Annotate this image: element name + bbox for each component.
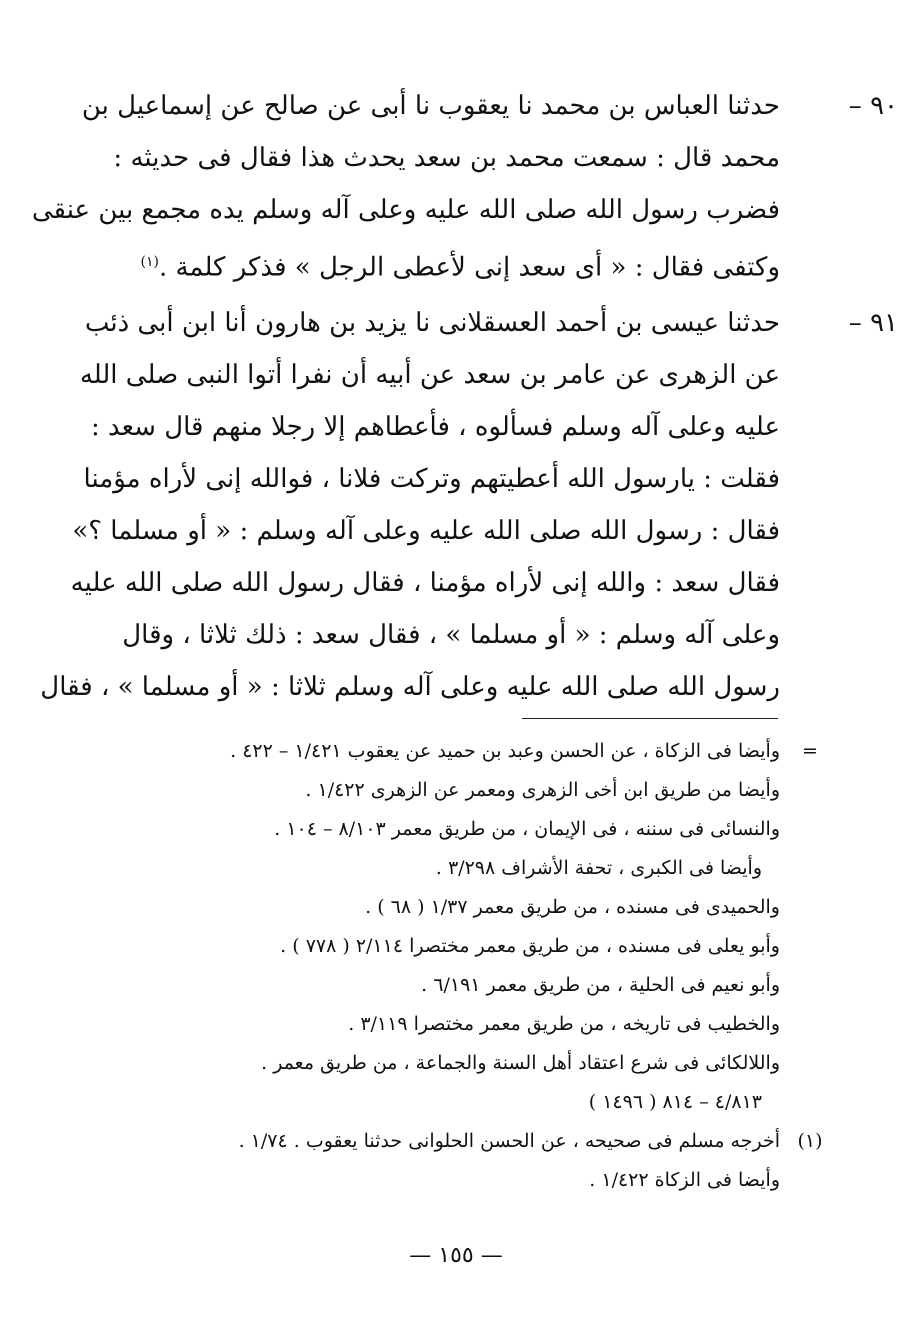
footnote-line: ٤/٨١٣ – ٨١٤ ( ١٤٩٦ ) bbox=[588, 1091, 762, 1113]
footnote-line: وأيضا فى الزكاة ١/٤٢٢ . bbox=[589, 1169, 780, 1191]
footnote-line: والحميدى فى مسنده ، من طريق معمر ١/٣٧ ( ٦٨ ) . bbox=[365, 896, 780, 918]
footnote-line: والنسائى فى سننه ، فى الإيمان ، من طريق معمر ٨/١٠٣ – ١٠٤ . bbox=[274, 818, 780, 840]
hadith-line: حدثنا العباس بن محمد نا يعقوب نا أبى عن صالح عن إسماعيل بن bbox=[81, 91, 780, 121]
hadith-number: ٩١ – bbox=[848, 308, 898, 338]
footnote-1-marker: (١) bbox=[797, 1130, 823, 1152]
continuation-marker: = bbox=[802, 740, 818, 762]
hadith-line: عليه وعلى آله وسلم فسألوه ، فأعطاهم إلا رجلا منهم قال سعد : bbox=[90, 412, 780, 442]
footnote-line: واللالكائى فى شرع اعتقاد أهل السنة والجماعة ، من طريق معمر . bbox=[261, 1052, 780, 1074]
footnote-line: والخطيب فى تاريخه ، من طريق معمر مختصرا ٣/١١٩ . bbox=[348, 1013, 780, 1035]
hadith-line-text: وكتفى فقال : « أى سعد إنى لأعطى الرجل » فذكر كلمة . bbox=[158, 252, 780, 283]
page-number: — ١٥٥ — bbox=[409, 1243, 503, 1268]
footnote-line: وأيضا فى الكبرى ، تحفة الأشراف ٣/٢٩٨ . bbox=[435, 857, 762, 879]
hadith-line: محمد قال : سمعت محمد بن سعد يحدث هذا فقال فى حديثه : bbox=[113, 143, 780, 173]
hadith-91 bbox=[40, 297, 898, 713]
hadith-line: حدثنا عيسى بن أحمد العسقلانى نا يزيد بن هارون أنا ابن أبى ذئب bbox=[84, 308, 780, 338]
hadith-line: فضرب رسول الله صلى الله عليه وعلى آله وسلم يده مجمع بين عنقى bbox=[31, 195, 780, 225]
footnote-line: وأيضا من طريق ابن أخى الزهرى ومعمر عن الزهرى ١/٤٢٢ . bbox=[305, 779, 780, 801]
hadith-line: فقال : رسول الله صلى الله عليه وعلى آله وسلم : « أو مسلما ؟» bbox=[72, 516, 780, 546]
footnote-line: وأيضا فى الزكاة ، عن الحسن وعبد بن حميد عن يعقوب ١/٤٢١ – ٤٢٢ . bbox=[230, 740, 780, 762]
hadith-line: رسول الله صلى الله عليه وعلى آله وسلم ثلاثا : « أو مسلما » ، فقال bbox=[40, 672, 780, 702]
footnote-line: وأبو نعيم فى الحلية ، من طريق معمر ٦/١٩١ . bbox=[421, 974, 780, 996]
footnote-reference: (١) bbox=[140, 254, 159, 270]
hadith-number: ٩٠ – bbox=[848, 91, 898, 121]
footnote-separator bbox=[522, 718, 778, 719]
hadith-line: عن الزهرى عن عامر بن سعد عن أبيه أن نفرا أتوا النبى صلى الله bbox=[79, 360, 780, 390]
hadith-90 bbox=[31, 80, 898, 288]
footnote-line: وأبو يعلى فى مسنده ، من طريق معمر مختصرا ٢/١١٤ ( ٧٧٨ ) . bbox=[280, 935, 780, 957]
footnote-line: أخرجه مسلم فى صحيحه ، عن الحسن الحلوانى حدثنا يعقوب . ١/٧٤ . bbox=[238, 1130, 780, 1152]
hadith-line: وعلى آله وسلم : « أو مسلما » ، فقال سعد : ذلك ثلاثا ، وقال bbox=[122, 620, 780, 650]
hadith-line: فقلت : يارسول الله أعطيتهم وتركت فلانا ، فوالله إنى لأراه مؤمنا bbox=[83, 464, 780, 494]
hadith-line bbox=[120, 236, 780, 288]
hadith-line: فقال سعد : والله إنى لأراه مؤمنا ، فقال رسول الله صلى الله عليه bbox=[70, 568, 780, 598]
footnotes bbox=[120, 732, 823, 1200]
